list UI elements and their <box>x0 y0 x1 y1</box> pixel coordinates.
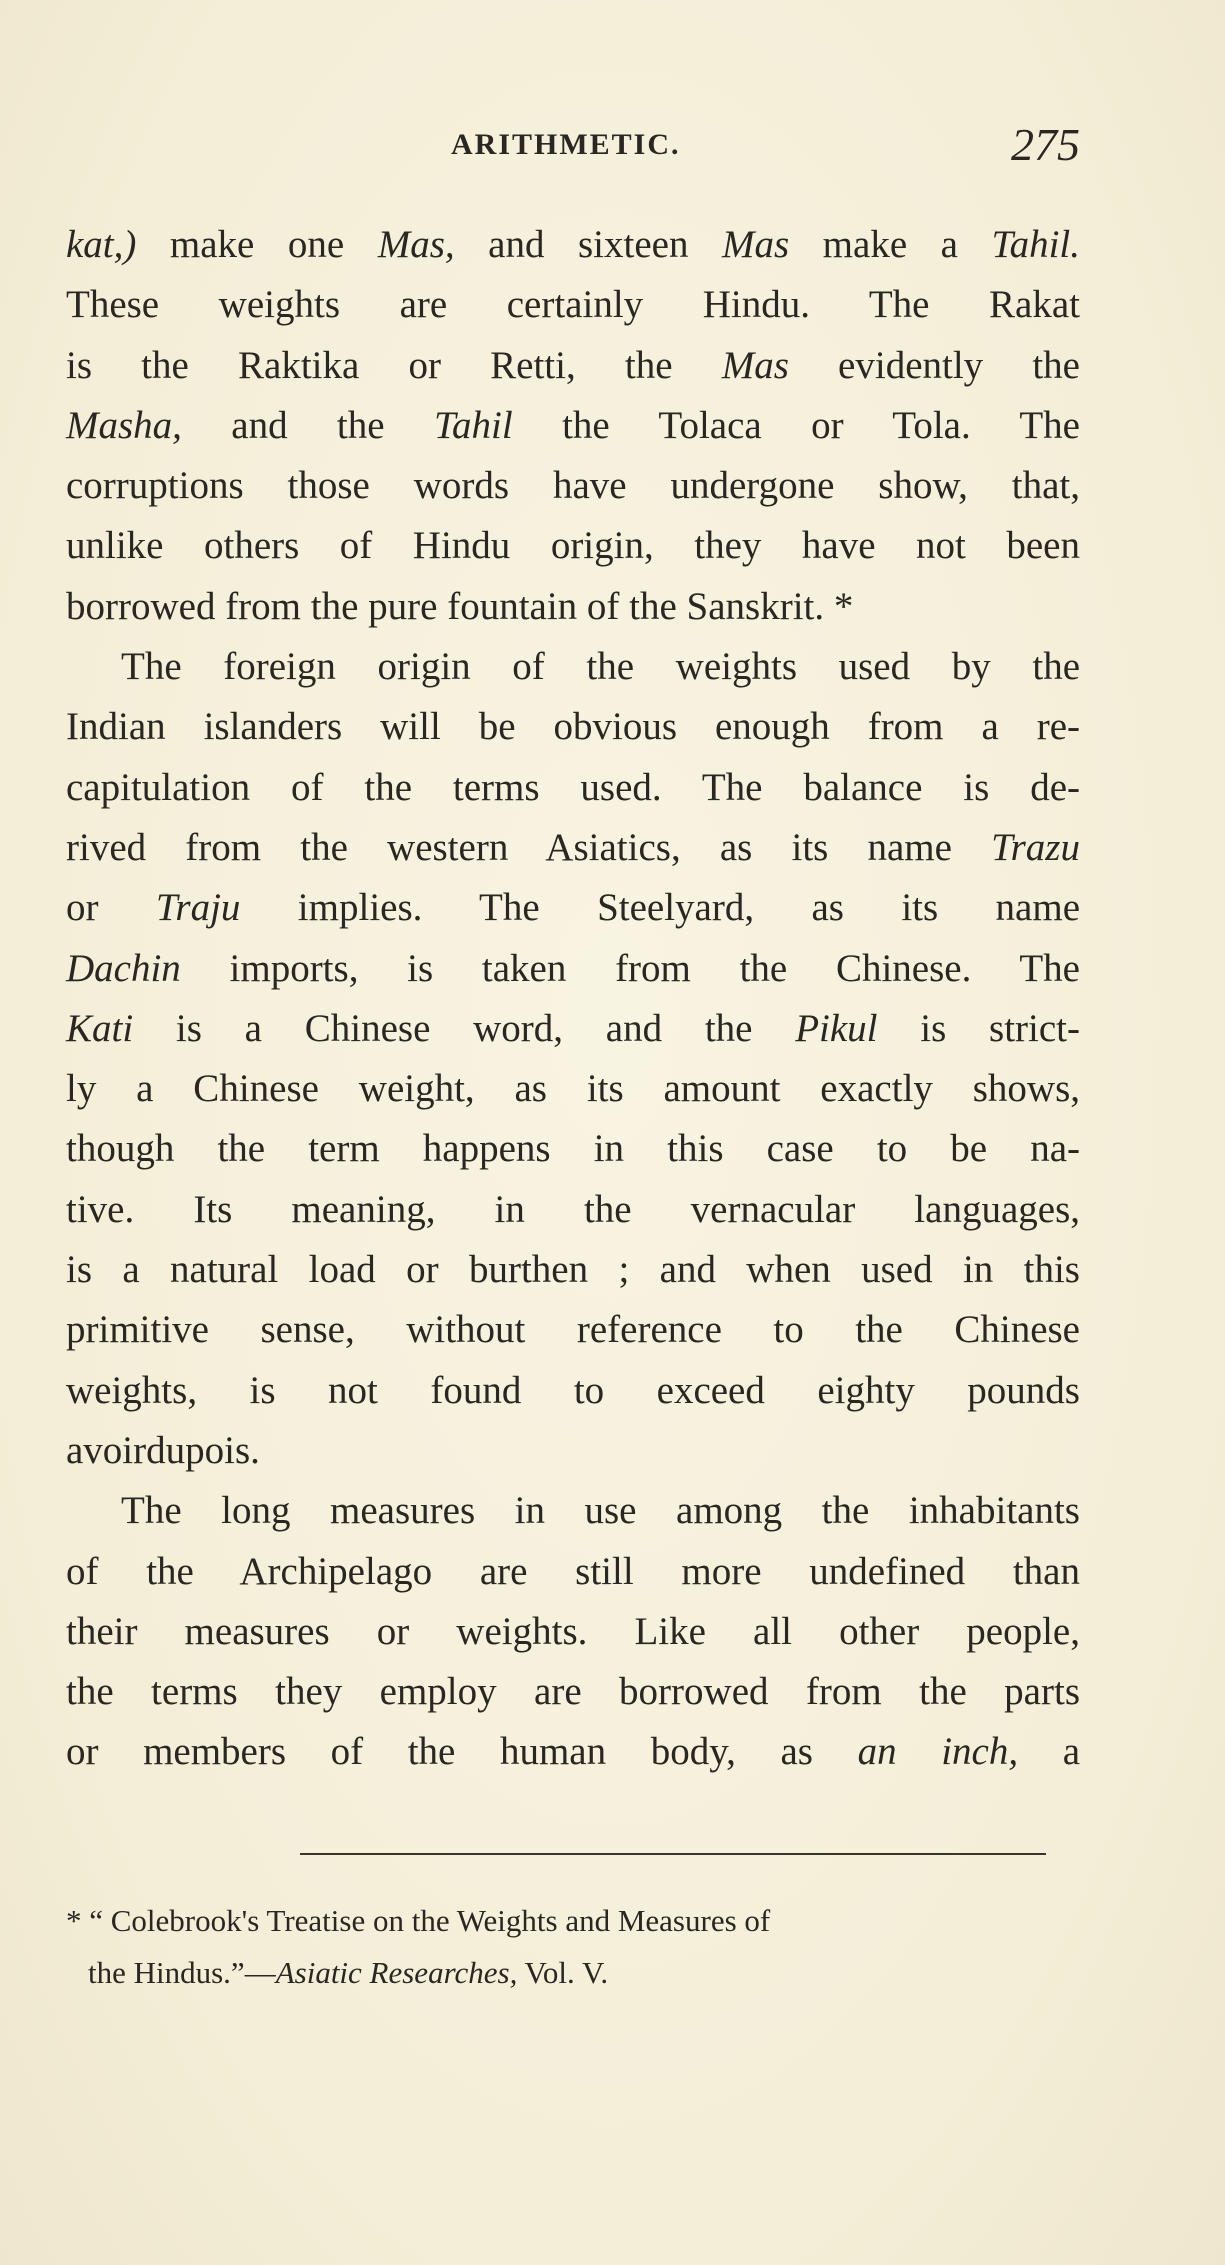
footnote-line <box>66 1947 1066 1999</box>
text-line <box>66 758 1080 818</box>
italic-text: Dachin <box>66 946 181 990</box>
text-line <box>66 275 1080 335</box>
text-run: avoirdupois. <box>66 1428 260 1472</box>
text-run: is strict- <box>877 1006 1080 1050</box>
text-line <box>66 456 1080 516</box>
text-line <box>66 1662 1080 1722</box>
text-run: the Tolaca or Tola. The <box>512 403 1080 447</box>
text-run: These weights are certainly Hindu. The Rakat <box>66 283 1080 327</box>
italic-text: Mas, <box>377 223 455 266</box>
footnote-rule <box>300 1853 1046 1855</box>
italic-text: Tahil <box>433 403 513 447</box>
text-line <box>66 1180 1080 1240</box>
text-line <box>66 1059 1080 1119</box>
text-line <box>66 939 1080 999</box>
text-run: evidently the <box>788 343 1080 387</box>
text-run: the Hindus.”— <box>88 1955 276 1990</box>
text-run: of the Archipelago are still more undefined than <box>66 1549 1080 1593</box>
text-line <box>66 1481 1080 1541</box>
text-run: the terms they employ are borrowed from the parts <box>66 1670 1080 1714</box>
running-title: ARITHMETIC. <box>451 128 681 161</box>
footnote <box>66 1895 1066 1999</box>
body-text <box>66 215 1080 1783</box>
text-run: is the Raktika or Retti, the <box>66 343 722 387</box>
italic-text: Mas <box>721 223 790 266</box>
italic-text: Pikul <box>795 1006 878 1050</box>
italic-text: Tahil. <box>991 223 1081 266</box>
text-run: and the <box>181 403 434 447</box>
text-run: or <box>66 886 156 930</box>
italic-text: Mas <box>721 343 789 387</box>
text-run: make a <box>789 223 992 266</box>
text-run: primitive sense, without reference to the Chinese <box>66 1308 1080 1352</box>
text-run: or members of the human body, as <box>66 1730 858 1774</box>
text-line <box>66 1240 1080 1300</box>
text-line <box>66 1602 1080 1662</box>
text-run: implies. The Steelyard, as its name <box>240 886 1081 930</box>
running-head <box>66 118 1080 178</box>
text-line <box>66 637 1080 697</box>
text-run: Vol. V. <box>517 1955 609 1990</box>
italic-text: kat,) <box>66 223 137 266</box>
text-line <box>66 577 1080 637</box>
text-line <box>66 697 1080 757</box>
text-run: imports, is taken from the Chinese. The <box>180 946 1080 990</box>
text-line <box>66 1542 1080 1602</box>
text-line <box>66 1300 1080 1360</box>
text-line <box>66 999 1080 1059</box>
text-run: tive. Its meaning, in the vernacular languages, <box>66 1187 1080 1231</box>
text-run: is a natural load or burthen ; and when used in this <box>66 1248 1080 1292</box>
text-run: The foreign origin of the weights used by the <box>121 645 1080 689</box>
text-run: though the term happens in this case to be na- <box>66 1127 1080 1171</box>
text-run: corruptions those words have undergone show, that, <box>66 464 1080 508</box>
text-line <box>66 336 1080 396</box>
italic-text: Trazu <box>991 825 1080 869</box>
text-line <box>66 516 1080 576</box>
text-run: make one <box>136 223 378 266</box>
text-line <box>66 1361 1080 1421</box>
italic-text: Kati <box>66 1006 134 1050</box>
text-run: unlike others of Hindu origin, they have not been <box>66 524 1080 568</box>
footnote-line <box>66 1895 1066 1947</box>
text-run: rived from the western Asiatics, as its name <box>66 825 992 869</box>
text-line <box>66 818 1080 878</box>
text-run: ly a Chinese weight, as its amount exactly shows, <box>66 1067 1080 1111</box>
italic-text: Asiatic Researches, <box>275 1955 518 1990</box>
text-line <box>66 878 1080 938</box>
text-run: weights, is not found to exceed eighty pounds <box>66 1368 1080 1412</box>
text-run: capitulation of the terms used. The balance is de- <box>66 765 1080 809</box>
text-line <box>66 1421 1080 1481</box>
text-run: borrowed from the pure fountain of the Sanskrit. * <box>66 584 854 628</box>
text-run: their measures or weights. Like all other people, <box>66 1609 1080 1653</box>
text-line <box>66 1722 1080 1782</box>
italic-text: an inch, <box>857 1730 1019 1774</box>
text-line <box>66 215 1080 275</box>
text-line <box>66 1119 1080 1179</box>
text-run: is a Chinese word, and the <box>133 1006 796 1050</box>
text-line <box>66 396 1080 456</box>
text-run: The long measures in use among the inhabitants <box>121 1489 1080 1533</box>
italic-text: Traju <box>155 886 241 930</box>
text-run: and sixteen <box>454 223 722 266</box>
italic-text: Masha, <box>66 403 182 447</box>
text-run: a <box>1018 1730 1080 1774</box>
text-run: * “ Colebrook's Treatise on the Weights and Measures of <box>66 1903 771 1938</box>
text-run: Indian islanders will be obvious enough from a re- <box>66 705 1080 749</box>
page-number: 275 <box>1011 119 1080 170</box>
